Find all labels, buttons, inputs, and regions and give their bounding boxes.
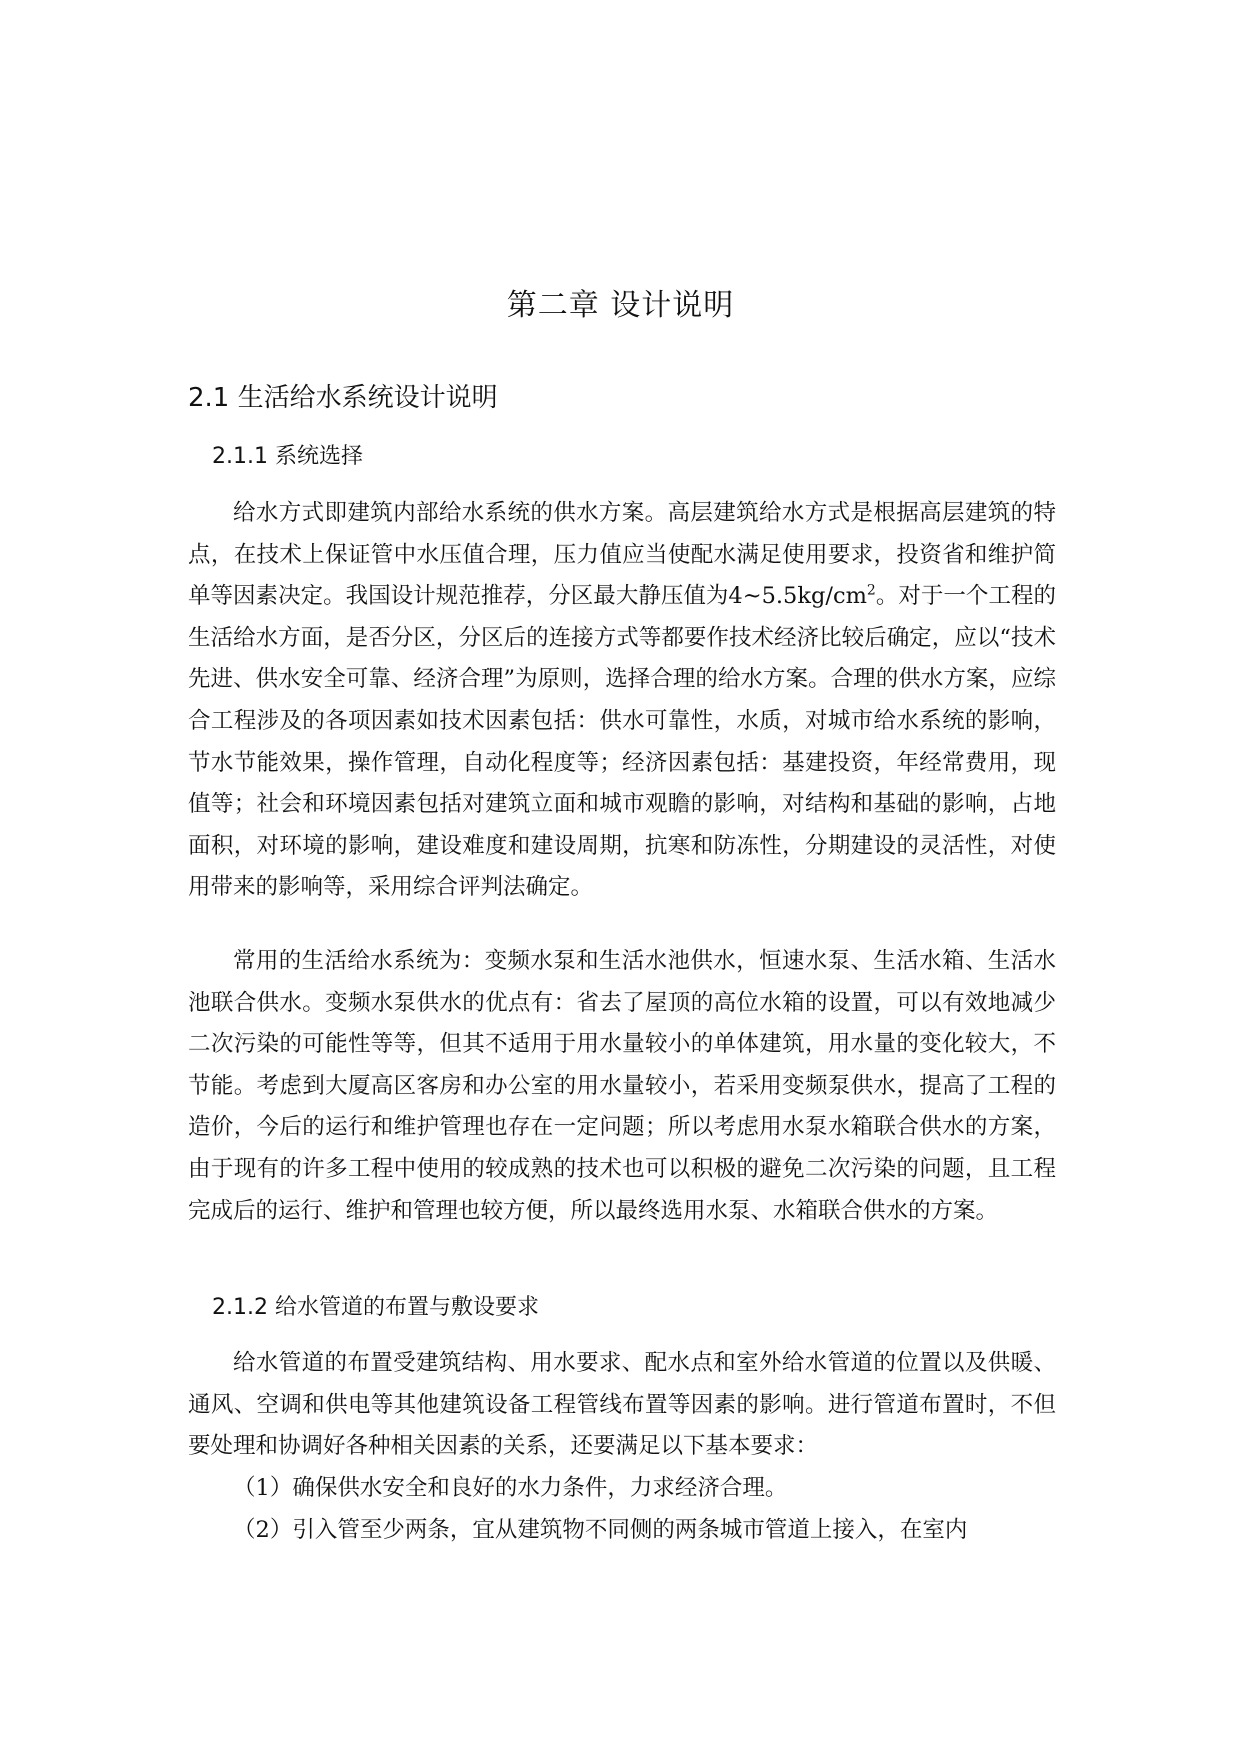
subsection-title-system-selection: 2.1.1 系统选择	[212, 444, 363, 469]
section-title: 2.1 生活给水系统设计说明	[188, 383, 498, 413]
list-item: （2）引入管至少两条，宜从建筑物不同侧的两条城市管道上接入，在室内	[233, 1517, 968, 1543]
chapter-title: 第二章 设计说明	[506, 288, 735, 323]
paragraph-text: 。对于一个工程的生活给水方面，是否分区，分区后的连接方式等都要作技术经济比较后确定，应以“技术先进、供水安全可靠、经济合理”为原则，选择合理的给水方案。合理的供水方案，应综合工程涉及的各项因素如技术因素包括：供水可靠性，水质，对城市给水系统的影响，节水节能效果，操作管理，自动化程度等；经济因素包括：基建投资，年经常费用，现值等；社会和环境因素包括对建筑立面和城市观瞻的影响，对结构和基础的影响，占地面积，对环境的影响，建设难度和建设周期，抗寒和防冻性，分期建设的灵活性，对使用带来的影响等，采用综合评判法确定。	[188, 583, 1056, 901]
paragraph-water-supply-method	[188, 493, 1056, 909]
subsection-title-pipe-layout: 2.1.2 给水管道的布置与敷设要求	[212, 1295, 539, 1320]
paragraph-text: 给水方式即建筑内部给水系统的供水方案。高层建筑给水方式是根据高层建筑的特点，在技术上保证管中水压值合理，压力值应当使配水满足使用要求，投资省和维护简单等因素决定。我国设计规范推荐，分区最大静压值为4~5.5kg/cm	[188, 500, 1056, 610]
list-item: （1）确保供水安全和良好的水力条件，力求经济合理。	[233, 1475, 788, 1501]
paragraph-common-systems: 常用的生活给水系统为：变频水泵和生活水池供水，恒速水泵、生活水箱、生活水池联合供水。变频水泵供水的优点有：省去了屋顶的高位水箱的设置，可以有效地减少二次污染的可能性等等，但其不适用于用水量较小的单体建筑，用水量的变化较大，不节能。考虑到大厦高区客房和办公室的用水量较小，若采用变频泵供水，提高了工程的造价，今后的运行和维护管理也存在一定问题；所以考虑用水泵水箱联合供水的方案，由于现有的许多工程中使用的较成熟的技术也可以积极的避免二次污染的问题，且工程完成后的运行、维护和管理也较方便，所以最终选用水泵、水箱联合供水的方案。	[188, 948, 1056, 1224]
paragraph-pipe-layout: 给水管道的布置受建筑结构、用水要求、配水点和室外给水管道的位置以及供暖、通风、空调和供电等其他建筑设备工程管线布置等因素的影响。进行管道布置时，不但要处理和协调好各种相关因素的关系，还要满足以下基本要求：	[188, 1350, 1056, 1460]
superscript: 2	[866, 582, 876, 599]
